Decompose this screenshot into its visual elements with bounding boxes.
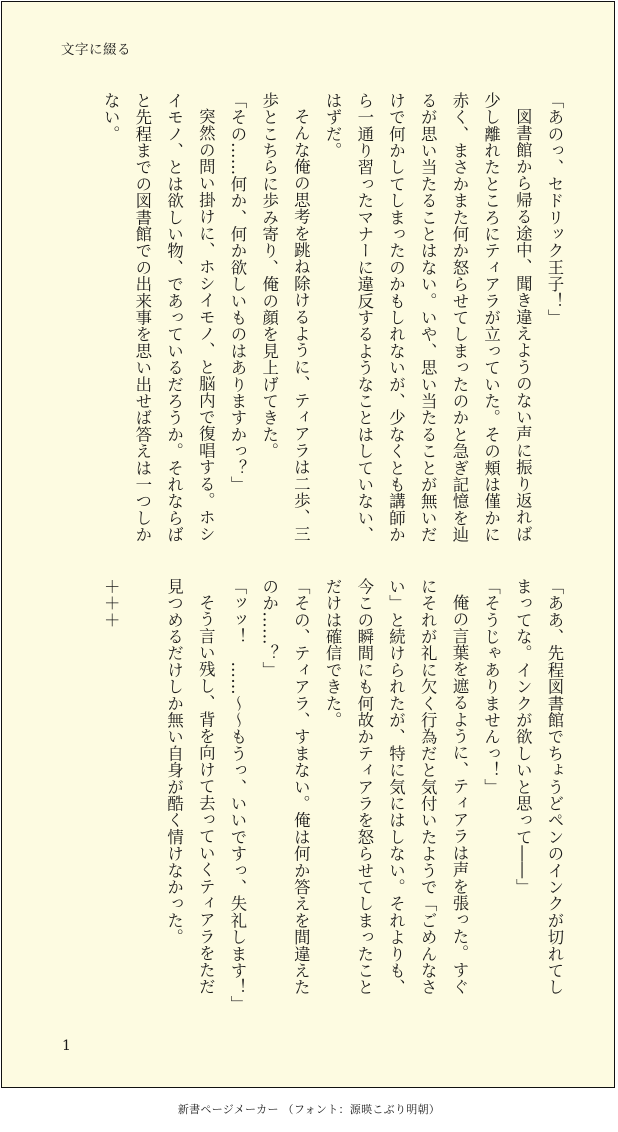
dialogue-line: 「ああ、先程図書館でちょうどペンのインクが切れてしまってな。インクが欲しいと思って――」: [513, 578, 564, 996]
running-head: 文字に綴る: [61, 42, 131, 58]
dialogue-line: 「そうじゃありませんっ！」: [481, 578, 501, 796]
dialogue-line: 「あのっ、セドリック王子！」: [545, 92, 564, 326]
footer-credit: 新書ページメーカー （フォント：源暎こぶり明朝）: [177, 1103, 441, 1116]
paragraph: そんな俺の思考を跳ね除けるように、ティアラは二歩、三歩とこちらに歩み寄り、俺の顔を見上げてきた。: [259, 92, 311, 543]
blank-line: [126, 578, 158, 1006]
book-page: [1, 1, 615, 1088]
dialogue-line: 「ッッ！ ……～～もうっ、いいですっ、失礼します！」: [227, 578, 247, 1013]
paragraph: そう言い残し、背を向けて去っていくティアラをただ見つめるだけしか無い自身が酷く情けなかった。: [164, 578, 216, 996]
dialogue-line: 「その、ティアラ、すまない。俺は何か答えを間違えたのか……？」: [259, 578, 311, 996]
text-band-bottom: [50, 578, 570, 1013]
paragraph: 俺の言葉を遮るように、ティアラは声を張った。すぐにそれが礼に欠く行為だと気付いたようで「ごめんなさい」と続けられたが、特に気にはしない。それよりも、今この瞬間にも何故かティアラを怒らせてしまったことだけは確信できた。: [323, 578, 469, 996]
section-break: ＋＋＋: [101, 578, 121, 629]
dialogue-line: 「その……何か、何か欲しいものはありますかっ？」: [227, 92, 247, 493]
paragraph: 突然の問い掛けに、ホシイモノ、と脳内で復唱する。ホシイモノ、とは欲しい物、であっているだろうか。それならばと先程までの図書館での出来事を思い出せば答えは一つしかない。: [101, 92, 216, 543]
text-band-top: [50, 92, 570, 552]
paragraph: 図書館から帰る途中、聞き違えようのない声に振り返れば少し離れたところにティアラが立っていた。その頬は僅かに赤く、まさかまた何か怒らせてしまったのかと急ぎ記憶を辿るが思い当たることはない。いや、思い当たることが無いだけで何かしてしまったのかもしれないが、少なくとも講師から一通り習ったマナーに違反するようなことはしていない、はずだ。: [323, 92, 533, 543]
page-number: 1: [62, 1038, 71, 1054]
